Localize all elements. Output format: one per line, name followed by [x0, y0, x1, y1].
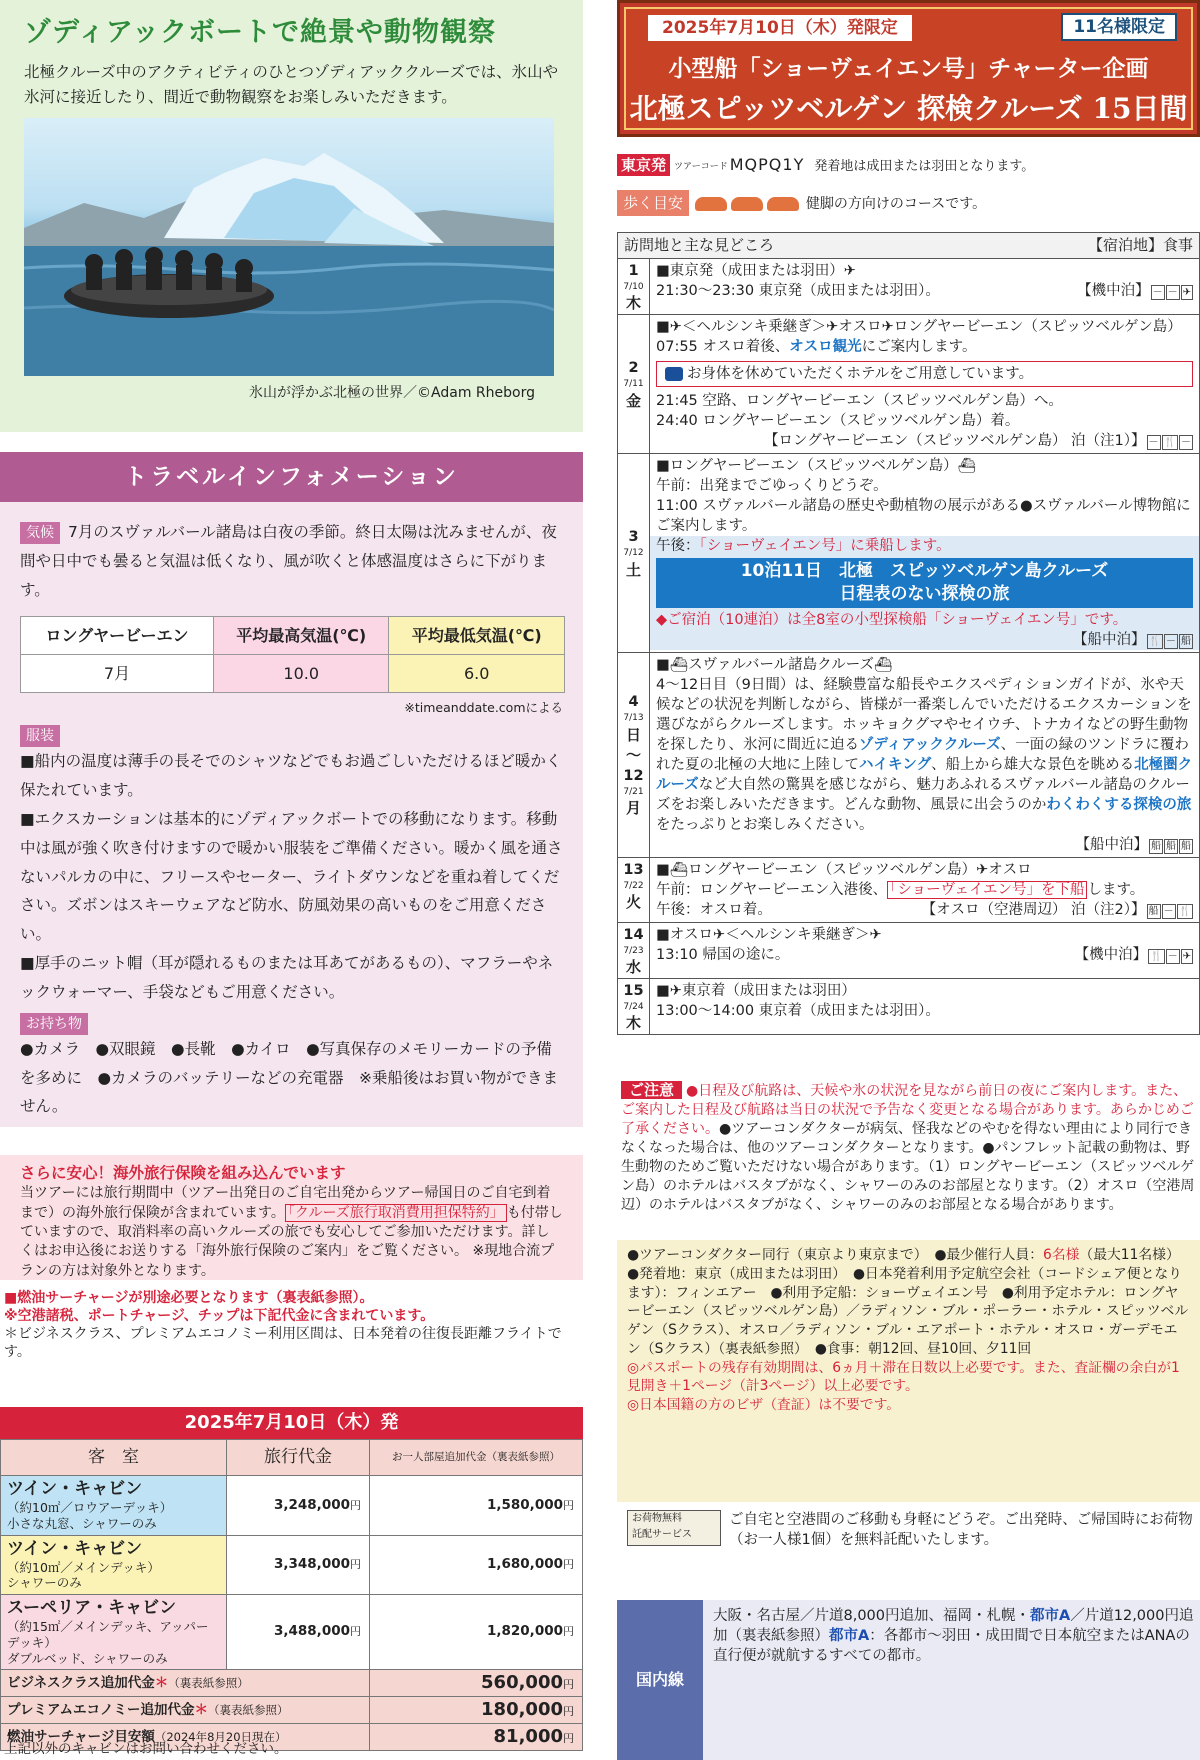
- domestic-city: 都市A: [1030, 1608, 1071, 1624]
- walk-label: 歩く目安: [617, 190, 689, 216]
- baggage-layout: [627, 1510, 1200, 1550]
- body-a: 4～12日目（9日間）は、経験豊富な船長やエクスペディションガイドが、氷や天候などの状況を判断しながら、皆様が一番楽しんでいただけるエクスカーションを選びながらクルーズします。ホッキョクグマやセイウチ、トナカイなどの野生動物を探したり、氷河に間近に迫る: [656, 676, 1192, 753]
- day-13-l2a: 午前：ロングヤービーエン入港後、: [656, 881, 888, 898]
- itinerary-day-13: [618, 857, 1200, 922]
- day-weekday: 木: [625, 294, 641, 313]
- domestic-text: [713, 1606, 1194, 1666]
- departure-note: 発着地は成田または羽田となります。: [814, 159, 1035, 174]
- business-value: 560,000: [481, 1672, 563, 1694]
- day-2-stay-row: [656, 431, 1193, 451]
- room-1-price: [227, 1476, 370, 1536]
- price-table-title: 2025年7月10日（木）発: [0, 1407, 583, 1439]
- meal-none-icon: －: [1181, 436, 1191, 448]
- day-weekday: 日: [625, 725, 641, 744]
- day-3-line-4: [656, 536, 1193, 556]
- day-3-line-3: 11:00 スヴァルバール諸島の歴史や動植物の展示がある●スヴァルバール博物館にご案内します。: [656, 497, 1191, 534]
- yen-unit: 円: [350, 1625, 361, 1639]
- tour-code-label: ツアーコード: [674, 161, 728, 172]
- clothing-3: ■厚手のニット帽（耳が隠れるものまたは耳あてがあるもの）、マフラーやネックウォーマー、手袋などもご用意ください。: [20, 954, 554, 1001]
- day-1-content: [650, 258, 1200, 314]
- fuel-line-3: ＊ビジネスクラス、プレミアムエコノミー利用区間は、日本発着の往復長距離フライトです。: [4, 1325, 562, 1360]
- belongings-tag-row: [20, 1013, 563, 1035]
- day-date-end: 7/21: [623, 787, 644, 797]
- room-1-detail2: 小さな丸窓、シャワーのみ: [7, 1515, 157, 1531]
- clothing-tag: 服装: [20, 725, 60, 747]
- day-1-line-1: ■東京発（成田または羽田）✈: [656, 262, 856, 279]
- tour-subtitle: 小型船「ショーヴェイエン号」チャーター企画: [668, 55, 1149, 82]
- meal-none-icon: －: [1152, 286, 1163, 298]
- meal-restaurant-icon: 🍴: [1148, 635, 1161, 647]
- itinerary-table: [617, 232, 1200, 1035]
- price-row-room-2: [1, 1535, 583, 1595]
- belongings-tag: お持ち物: [20, 1013, 88, 1035]
- yen-unit: 円: [350, 1498, 361, 1512]
- yen-unit: 円: [563, 1558, 574, 1572]
- price-row-room-1: [1, 1476, 583, 1536]
- room-3-single: [370, 1595, 583, 1670]
- day-4-12-label: [618, 652, 650, 857]
- day-date: 7/11: [623, 379, 644, 390]
- range-tilde: 〜: [625, 746, 641, 765]
- body-e: 、船上から雄大な景色を眺める: [931, 756, 1135, 773]
- source-note: ※timeanddate.comによる: [404, 700, 563, 716]
- day-14-line-2: 13:10 帰国の途に。: [656, 946, 790, 963]
- meal-restaurant-icon: 🍴: [1178, 905, 1191, 917]
- domestic-city-2: 都市A: [829, 1628, 870, 1644]
- zodiac-title: ゾディアックボートで絶景や動物観察: [24, 17, 496, 48]
- day-weekday-end: 月: [625, 799, 641, 818]
- premium-value-cell: [370, 1697, 583, 1724]
- yen-unit: 円: [563, 1705, 574, 1719]
- room-3-price: [227, 1595, 370, 1670]
- room-2-detail2: シャワーのみ: [7, 1575, 82, 1591]
- itinerary-head-right: 【宿泊地】食事: [1087, 236, 1193, 254]
- cruise-heading-1: 10泊11日 北極 スピッツベルゲン島クルーズ: [740, 560, 1109, 581]
- room-3-name: スーペリア・キャビン: [7, 1598, 177, 1618]
- meal-restaurant-icon: 🍴: [1150, 950, 1163, 962]
- day-3-label: [618, 453, 650, 652]
- fuel-value: 81,000: [493, 1726, 563, 1748]
- clothing-1: ■船内の温度は薄手の長そでのシャツなどでもお過ごしいただけるほど暖かく保たれています。: [20, 752, 562, 800]
- day-1-label: [618, 258, 650, 314]
- tour-banner: [617, 0, 1200, 137]
- temperature-table: [20, 616, 565, 693]
- itinerary-day-3: [618, 453, 1200, 652]
- climate-text: 7月のスヴァルバール諸島は白夜の季節。終日太陽は沈みませんが、夜間や日中でも曇ると気温は低くなり、風が吹くと体感温度はさらに下がります。: [20, 523, 557, 599]
- photo-caption: 氷山が浮かぶ北極の世界／©Adam Rheborg: [249, 384, 535, 401]
- room-1-single-value: 1,580,000: [486, 1496, 563, 1513]
- departure-row: [617, 154, 1200, 177]
- day-14-line-1: ■オスロ✈＜ヘルシンキ乗継ぎ＞✈: [656, 926, 882, 943]
- fuel-notes: [0, 1290, 583, 1362]
- itinerary-day-1: [618, 258, 1200, 314]
- baggage-text: ご自宅と空港間のご移動も身軽にどうぞ。ご出発時、ご帰国時にお荷物（お一人様1個）を無料託配いたします。: [729, 1512, 1193, 1548]
- meal-ship-icon: 船: [1181, 840, 1191, 852]
- climate-block: [20, 518, 563, 604]
- zodiac-section: [0, 0, 583, 432]
- room-1-detail1: （約10㎡／ロウアーデッキ）: [7, 1500, 173, 1516]
- temp-header-min: 平均最低気温(℃): [389, 617, 565, 655]
- meal-none-icon: －: [1163, 905, 1174, 917]
- day-15-line-1: ■✈東京着（成田または羽田）: [656, 982, 856, 999]
- temp-header-city: ロングヤービーエン: [21, 617, 214, 655]
- room-2-single: [370, 1535, 583, 1595]
- walk-note: 健脚の方向けのコースです。: [805, 196, 987, 212]
- bed-icon: [665, 367, 683, 381]
- domestic-label: 国内線: [617, 1600, 703, 1760]
- date-badge: 2025年7月10日（木）発限定: [648, 15, 912, 41]
- climate-tag: 気候: [20, 522, 60, 544]
- premium-label-cell: プレミアムエコノミー追加代金＊（裏表紙参照）: [1, 1697, 370, 1724]
- cruise-band: [650, 536, 1199, 650]
- room-2-detail1: （約10㎡／メインデッキ）: [7, 1559, 160, 1575]
- caution-tag: ご注意: [621, 1081, 682, 1099]
- itinerary-day-15: [618, 978, 1200, 1034]
- day-3-line-1: ■ロングヤービーエン（スピッツベルゲン島）⛴: [656, 457, 977, 474]
- baggage-icon-label-1: お荷物無料: [632, 1513, 682, 1524]
- price-row-room-3: [1, 1595, 583, 1670]
- day-date: 7/12: [623, 548, 644, 559]
- price-col-room: 客 室: [1, 1440, 227, 1476]
- day-1-stay-row: [1077, 281, 1193, 301]
- business-value-cell: [370, 1670, 583, 1697]
- body-adventure: わくわくする探検の旅: [1046, 796, 1192, 813]
- day-15-line-2: 13:00～14:00 東京着（成田または羽田）。: [656, 1002, 940, 1019]
- day-2-oslo-tour: オスロ観光: [789, 338, 862, 355]
- day-number: 15: [623, 982, 644, 999]
- room-1-cell: [1, 1476, 227, 1536]
- room-3-detail2: ダブルベッド、シャワーのみ: [7, 1650, 168, 1666]
- day-4-stay: 【船中泊】: [1075, 836, 1148, 853]
- yen-unit: 円: [350, 1558, 361, 1572]
- body-i: をたっぷりとお楽しみください。: [656, 816, 874, 833]
- day-2-hotel-box: [656, 361, 1193, 387]
- day-weekday: 金: [625, 391, 641, 410]
- meal-none-icon: －: [1167, 950, 1178, 962]
- day-2-l2c: にご案内します。: [861, 338, 977, 355]
- price-footnote: 上記以外のキャビンはお問い合わせください。: [4, 1741, 288, 1757]
- room-3-price-value: 3,488,000: [273, 1623, 350, 1640]
- room-2-cell: [1, 1535, 227, 1595]
- day-2-stay: 【ロングヤービーエン（スピッツベルゲン島） 泊（注1）】: [763, 432, 1146, 449]
- room-2-price: [227, 1535, 370, 1595]
- shoe-icon: [695, 197, 727, 211]
- cruise-heading-2: 日程表のない探検の旅: [839, 583, 1010, 604]
- price-table: [0, 1439, 583, 1751]
- day-2-line-2: [656, 337, 1193, 357]
- body-hiking: ハイキング: [859, 756, 932, 773]
- tour-title: 北極スピッツベルゲン 探検クルーズ 15日間: [629, 92, 1188, 125]
- day-2-line-1: ■✈＜ヘルシンキ乗継ぎ＞✈オスロ✈ロングヤービーエン（スピッツベルゲン島）: [656, 318, 1182, 335]
- domestic-section: [617, 1600, 1200, 1760]
- day-4-line-1: ■⛴スヴァルバール諸島クルーズ⛴: [656, 656, 893, 673]
- day-13-disembark: 「ショーヴェイエン号」を下船: [887, 881, 1087, 899]
- info-a: ●ツアーコンダクター同行（東京より東京まで） ●最少催行人員：: [627, 1247, 1044, 1263]
- meal-ship-icon: 船: [1148, 905, 1159, 917]
- yen-unit: 円: [563, 1732, 574, 1746]
- day-13-stay-row: [922, 900, 1193, 920]
- clothing-tag-row: [20, 725, 563, 747]
- body-zodiac: ゾディアッククルーズ: [859, 736, 1001, 753]
- room-2-single-value: 1,680,000: [486, 1556, 563, 1573]
- yen-unit: 円: [563, 1498, 574, 1512]
- insurance-text: [20, 1184, 563, 1281]
- day-date: 7/10: [623, 281, 644, 292]
- tour-info-section: [617, 1240, 1200, 1502]
- day-4-body: [656, 675, 1193, 835]
- baggage-icon: [627, 1510, 721, 1546]
- day-13-line-1: ■⛴ロングヤービーエン（スピッツベルゲン島）✈オスロ: [656, 861, 1032, 878]
- domestic-a: 大阪・名古屋／片道8,000円追加、福岡・札幌・: [713, 1608, 1031, 1624]
- itinerary-head-left: 訪問地と主な見どころ: [624, 236, 775, 254]
- yen-unit: 円: [563, 1678, 574, 1692]
- tour-code: MQPQ1Y: [729, 155, 805, 174]
- day-13-label: [618, 857, 650, 922]
- day-number: 14: [623, 926, 644, 943]
- itinerary-day-2: [618, 314, 1200, 453]
- insurance-title: さらに安心！海外旅行保険を組み込んでいます: [20, 1164, 346, 1182]
- meal-none-icon: －: [1167, 286, 1178, 298]
- iceberg-photo: [24, 118, 554, 376]
- room-3-cell: [1, 1595, 227, 1670]
- info-passport: ◎パスポートの残存有効期間は、6ヵ月＋滞在日数以上必要です。また、査証欄の余白が1見開き＋1ページ（計3ページ）以上必要です。: [627, 1359, 1180, 1395]
- walk-row: [617, 190, 1200, 216]
- day-2-hotel-text: お身体を休めていただくホテルをご用意しています。: [687, 365, 1034, 382]
- room-1-price-value: 3,248,000: [273, 1496, 350, 1513]
- fuel-line-1: ■燃油サーチャージが別途必要となります（裏表紙参照）。: [4, 1290, 374, 1306]
- temp-month: 7月: [21, 655, 214, 693]
- day-13-content: [650, 857, 1200, 922]
- meal-ship-icon: 船: [1151, 840, 1161, 852]
- day-2-content: [650, 314, 1200, 453]
- day-number: 1: [628, 262, 639, 279]
- meal-inflight-icon: ✈: [1182, 950, 1191, 962]
- meal-ship-icon: 船: [1181, 635, 1191, 647]
- baggage-icon-label-2: 託配サービス: [632, 1529, 692, 1540]
- caution-section: [617, 1080, 1200, 1215]
- domestic-b: ／片道12,000円追加（裏表紙参照）: [713, 1608, 1194, 1644]
- room-1-name: ツイン・キャビン: [7, 1479, 143, 1499]
- day-2-line-4: 24:40 ロングヤービーエン（スピッツベルゲン島）着。: [656, 412, 1020, 429]
- meal-inflight-icon: ✈: [1182, 286, 1191, 298]
- travel-info-header: トラベルインフォメーション: [0, 452, 583, 502]
- day-14-content: [650, 922, 1200, 978]
- day-14-label: [618, 922, 650, 978]
- day-3-content: [650, 453, 1200, 652]
- day-4-12-content: [650, 652, 1200, 857]
- departure-label: 東京発: [617, 154, 670, 176]
- day-number: 13: [623, 861, 644, 878]
- baggage-icon-cell: [627, 1510, 729, 1550]
- info-visa: ◎日本国籍の方のビザ（査証）は不要です。: [627, 1397, 901, 1413]
- temp-header-max: 平均最高気温(℃): [213, 617, 389, 655]
- day-13-line-3-row: [656, 900, 1193, 920]
- info-b: （最大11名様） ●発着地：東京（成田または羽田） ●日本発着利用予定航空会社（コードシェア便となります）：フィンエアー ●利用予定船：ショーヴェイエン号 ●利用予定ホテル：ロングヤービーエン（スピッツベルゲン島）／ラディソン・ブル・ポーラー・ホテル・スピッツベルゲン（Sクラス）、オスロ／ラディソン・ブル・エアポート・ホテル・オスロ・ガーデモエン（Sクラス）（裏表紙参照） ●食事：朝12回、昼10回、夕11回: [627, 1247, 1189, 1357]
- day-1-line-2: 21:30～23:30 東京発（成田または羽田）。: [656, 282, 940, 299]
- room-1-single: [370, 1476, 583, 1536]
- day-number: 3: [628, 529, 639, 546]
- body-g: など大自然の驚異を感じながら、魅力あふれるスヴァルバール諸島のクルーズをお楽しみいただきます。どんな動物、風景に出会うのか: [656, 776, 1190, 813]
- body-arctic-cruise: 北極圏クルーズ: [656, 756, 1193, 793]
- caution-red: ●日程及び航路は、天候や氷の状況を見ながら前日の夜にご案内します。また、ご案内した日程及び航路は当日の状況で予告なく変更となる場合があります。あらかじめご了承ください。: [621, 1083, 1194, 1138]
- room-3-single-value: 1,820,000: [486, 1623, 563, 1640]
- clothing-2: ■エクスカーションは基本的にゾディアックボートでの移動になります。移動中は風が強く吹き付けますので暖かい服装をご準備ください。暖かく風を通さないパルカの中に、フリースやセーター、ライトダウンなどを重ね着してください。ズボンはスキーウェアなど防水、防風効果の高いものをご用意ください。: [20, 809, 563, 944]
- iceberg-illustration: [24, 118, 554, 376]
- day-3-stay: 【船中泊】: [1073, 631, 1146, 648]
- business-row: [1, 1670, 583, 1697]
- insurance-rider: 「クルーズ旅行取消費用担保特約」: [285, 1204, 507, 1222]
- premium-label: プレミアムエコノミー追加代金: [7, 1701, 195, 1718]
- day-3-boarding: 「ショーヴェイエン号」に乗船します。: [699, 537, 951, 554]
- shoe-icon: [767, 197, 799, 211]
- business-label: ビジネスクラス追加代金: [7, 1674, 155, 1691]
- day-weekday: 土: [625, 560, 641, 579]
- day-weekday: 火: [625, 893, 641, 912]
- day-14-stay-row: [1075, 945, 1193, 965]
- meal-none-icon: －: [1148, 436, 1159, 448]
- day-14-stay: 【機中泊】: [1074, 946, 1148, 963]
- premium-note: （裏表紙参照）: [208, 1702, 289, 1717]
- meal-none-icon: －: [1166, 635, 1176, 647]
- fuel-line-2: ※空港諸税、ポートチャージ、チップは下記代金に含まれています。: [4, 1307, 435, 1324]
- cruise-heading: [656, 558, 1193, 608]
- price-col-price: 旅行代金: [227, 1440, 370, 1476]
- baggage-section: [617, 1510, 1200, 1550]
- day-number: 4: [628, 694, 639, 711]
- day-2-label: [618, 314, 650, 453]
- day-1-stay: 【機中泊】: [1077, 282, 1150, 299]
- day-3-line-2: 午前：出発までごゆっくりどうぞ。: [656, 477, 888, 494]
- limit-badge: 11名様限定: [1061, 13, 1177, 41]
- day-date: 7/23: [623, 945, 644, 956]
- business-label-cell: ビジネスクラス追加代金＊（裏表紙参照）: [1, 1670, 370, 1697]
- day-15-content: [650, 978, 1200, 1034]
- day-13-line-3: 午後：オスロ着。: [656, 901, 772, 918]
- itinerary-day-4-12: [618, 652, 1200, 857]
- day-13-line-2: [656, 880, 1193, 900]
- room-2-price-value: 3,348,000: [273, 1556, 350, 1573]
- body-c: 、一面の緑のツンドラに覆われた夏の北極の大地に上陸して: [656, 736, 1189, 773]
- day-weekday: 木: [625, 1014, 641, 1033]
- premium-value: 180,000: [481, 1699, 563, 1721]
- day-date: 7/13: [623, 713, 644, 724]
- itinerary-header: [618, 233, 1200, 259]
- day-date: 7/24: [623, 1001, 644, 1012]
- itinerary-day-14: [618, 922, 1200, 978]
- day-3-l4a: 午後：: [656, 537, 700, 554]
- day-3-stay-row: [656, 630, 1193, 650]
- day-weekday: 水: [625, 958, 641, 977]
- caution-black: ●ツアーコンダクターが病気、怪我などのやむを得ない理由により同行できなくなった場合は、他のツアーコンダクターとなります。●パンフレット記載の動物は、野生動物のためご覧いただけない場合があります。（1）ロングヤービーエン（スピッツベルゲン島）のホテルはバスタブがなく、シャワーのみのお部屋となります。（2）オスロ（空港周辺）のホテルはバスタブがなく、シャワーのみのお部屋となる場合があります。: [621, 1121, 1195, 1214]
- day-1-line-2-row: [656, 281, 1193, 301]
- domestic-c: ：各都市～羽田・成田間で日本航空またはANAの直行便が就航するすべての都市。: [713, 1628, 1190, 1664]
- day-number-end: 12: [623, 768, 644, 784]
- travel-info-section: [0, 452, 583, 1127]
- day-13-stay: 【オスロ（空港周辺） 泊（注2）】: [921, 901, 1146, 918]
- day-date: 7/22: [623, 880, 644, 891]
- day-3-accommodation: ◆ご宿泊（10連泊）は全8室の小型探検船「ショーヴェイエン号」です。: [656, 611, 1128, 628]
- price-col-single: お一人部屋追加代金（裏表紙参照）: [370, 1440, 583, 1476]
- fuel-label: 燃油サーチャージ目安額: [7, 1728, 155, 1745]
- day-15-label: [618, 978, 650, 1034]
- yen-unit: 円: [563, 1625, 574, 1639]
- insurance-text-a: 当ツアーには旅行期間中（ツアー出発日のご自宅出発からツアー帰国日のご自宅到着まで）の海外旅行保険が含まれています。: [20, 1185, 551, 1221]
- temp-min-value: 6.0: [389, 655, 565, 693]
- room-2-name: ツイン・キャビン: [7, 1538, 143, 1559]
- zodiac-body: 北極クルーズ中のアクティビティのひとつゾディアッククルーズでは、氷山や氷河に接近したり、間近で動物観察をお楽しみいただきます。: [24, 63, 559, 107]
- shoe-icon: [731, 197, 763, 211]
- day-4-stay-row: [656, 835, 1193, 855]
- banner-inner: [624, 7, 1193, 130]
- day-13-l2c: します。: [1087, 881, 1145, 898]
- day-number: 2: [628, 360, 639, 377]
- meal-ship-icon: 船: [1166, 840, 1176, 852]
- day-14-line-2-row: [656, 945, 1193, 965]
- premium-row: [1, 1697, 583, 1724]
- insurance-text-b: も付帯していますので、取消料率の高いクルーズの旅でも安心してご参加いただけます。詳しくはお申込後にお送りする「海外旅行保険のご案内」をご覧ください。 ※現地合流プランの方は対象外となります。: [20, 1204, 563, 1279]
- room-3-detail1: （約15㎡／メインデッキ、アッパーデッキ）: [7, 1619, 209, 1650]
- meal-restaurant-icon: 🍴: [1163, 436, 1176, 448]
- belongings-text: ●カメラ ●双眼鏡 ●長靴 ●カイロ ●写真保存のメモリーカードの予備を多めに ●カメラのバッテリーなどの充電器 ※乗船後はお買い物ができません。: [20, 1039, 559, 1116]
- business-note: （裏表紙参照）: [168, 1675, 249, 1690]
- insurance-section: [0, 1155, 583, 1280]
- info-min-people: 6名様: [1043, 1247, 1080, 1263]
- temp-max-value: 10.0: [213, 655, 389, 693]
- day-2-l2a: 07:55 オスロ着後、: [656, 338, 790, 355]
- day-2-line-3: 21:45 空路、ロングヤービーエン（スピッツベルゲン島）へ。: [656, 392, 1063, 409]
- fuel-note: （2024年8月20日現在）: [154, 1729, 287, 1744]
